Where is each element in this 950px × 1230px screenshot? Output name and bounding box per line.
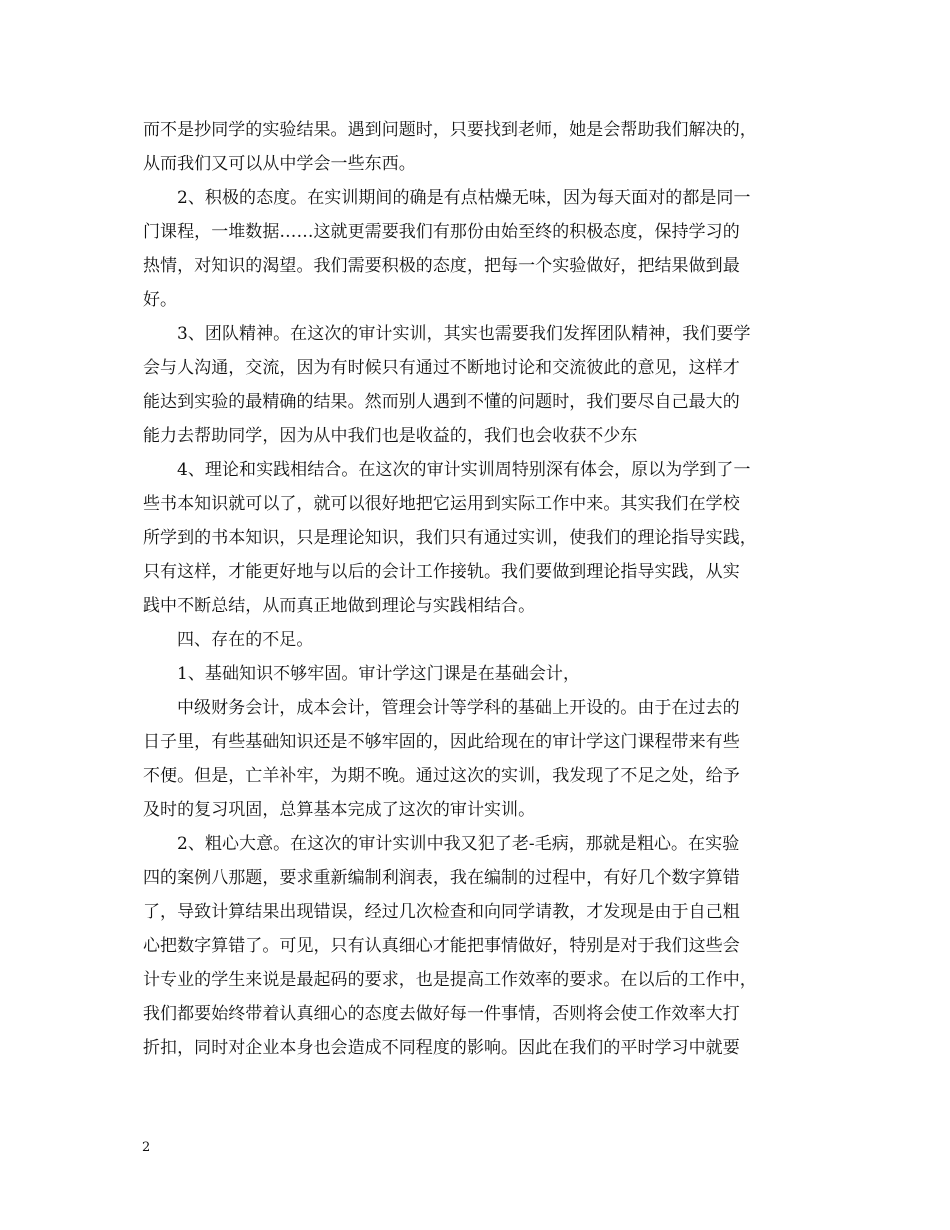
text-line: 了，导致计算结果出现错误，经过几次检查和向同学请教，才发现是由于自己粗	[143, 902, 740, 922]
text-line: 从而我们又可以从中学会一些东西。	[143, 154, 416, 174]
text-line: 及时的复习巩固，总算基本完成了这次的审计实训。	[143, 800, 536, 820]
document-body	[143, 113, 815, 1065]
text-line: 只有这样，才能更好地与以后的会计工作接轨。我们要做到理论指导实践，从实	[143, 562, 740, 582]
text-line: 践中不断总结，从而真正地做到理论与实践相结合。	[143, 596, 536, 616]
text-line: 计专业的学生来说是最起码的要求，也是提高工作效率的要求。在以后的工作中，	[143, 970, 757, 990]
paragraph-start-line: 中级财务会计，成本会计，管理会计等学科的基础上开设的。由于在过去的	[177, 698, 740, 718]
text-line: 我们都要始终带着认真细心的态度去做好每一件事情，否则将会使工作效率大打	[143, 1004, 740, 1024]
text-line: 四的案例八那题，要求重新编制利润表，我在编制的过程中，有好几个数字算错	[143, 868, 740, 888]
text-line: 会与人沟通，交流，因为有时候只有通过不断地讨论和交流彼此的意见，这样才	[143, 358, 740, 378]
text-line: 所学到的书本知识，只是理论知识，我们只有通过实训，使我们的理论指导实践，	[143, 528, 757, 548]
paragraph-start-line: 2、积极的态度。在实训期间的确是有点枯燥无味，因为每天面对的都是同一	[177, 188, 751, 208]
page-number: 2	[142, 1140, 151, 1155]
text-line: 能达到实验的最精确的结果。然而别人遇到不懂的问题时，我们要尽自己最大的	[143, 392, 740, 412]
text-line: 心把数字算错了。可见，只有认真细心才能把事情做好，特别是对于我们这些会	[143, 936, 740, 956]
text-line: 不便。但是，亡羊补牢，为期不晚。通过这次的实训，我发现了不足之处，给予	[143, 766, 740, 786]
text-line: 门课程，一堆数据……这就更需要我们有那份由始至终的积极态度，保持学习的	[143, 222, 740, 242]
paragraph-start-line: 4、理论和实践相结合。在这次的审计实训周特别深有体会，原以为学到了一	[177, 460, 751, 480]
text-line: 而不是抄同学的实验结果。遇到问题时，只要找到老师，她是会帮助我们解决的，	[143, 120, 757, 140]
text-line: 些书本知识就可以了，就可以很好地把它运用到实际工作中来。其实我们在学校	[143, 494, 740, 514]
text-line: 折扣，同时对企业本身也会造成不同程度的影响。因此在我们的平时学习中就要	[143, 1038, 740, 1058]
text-line: 能力去帮助同学，因为从中我们也是收益的，我们也会收获不少东	[143, 426, 638, 446]
paragraph-start-line: 1、基础知识不够牢固。审计学这门课是在基础会计，	[177, 664, 581, 684]
text-line: 日子里，有些基础知识还是不够牢固的，因此给现在的审计学这门课程带来有些	[143, 732, 740, 752]
text-line: 好。	[143, 290, 178, 310]
paragraph-start-line: 3、团队精神。在这次的审计实训，其实也需要我们发挥团队精神，我们要学	[177, 324, 751, 344]
section-heading: 四、存在的不足。	[177, 630, 314, 650]
text-line: 热情，对知识的渴望。我们需要积极的态度，把每一个实验做好，把结果做到最	[143, 256, 740, 276]
paragraph-start-line: 2、粗心大意。在这次的审计实训中我又犯了老-毛病，那就是粗心。在实验	[177, 834, 740, 854]
